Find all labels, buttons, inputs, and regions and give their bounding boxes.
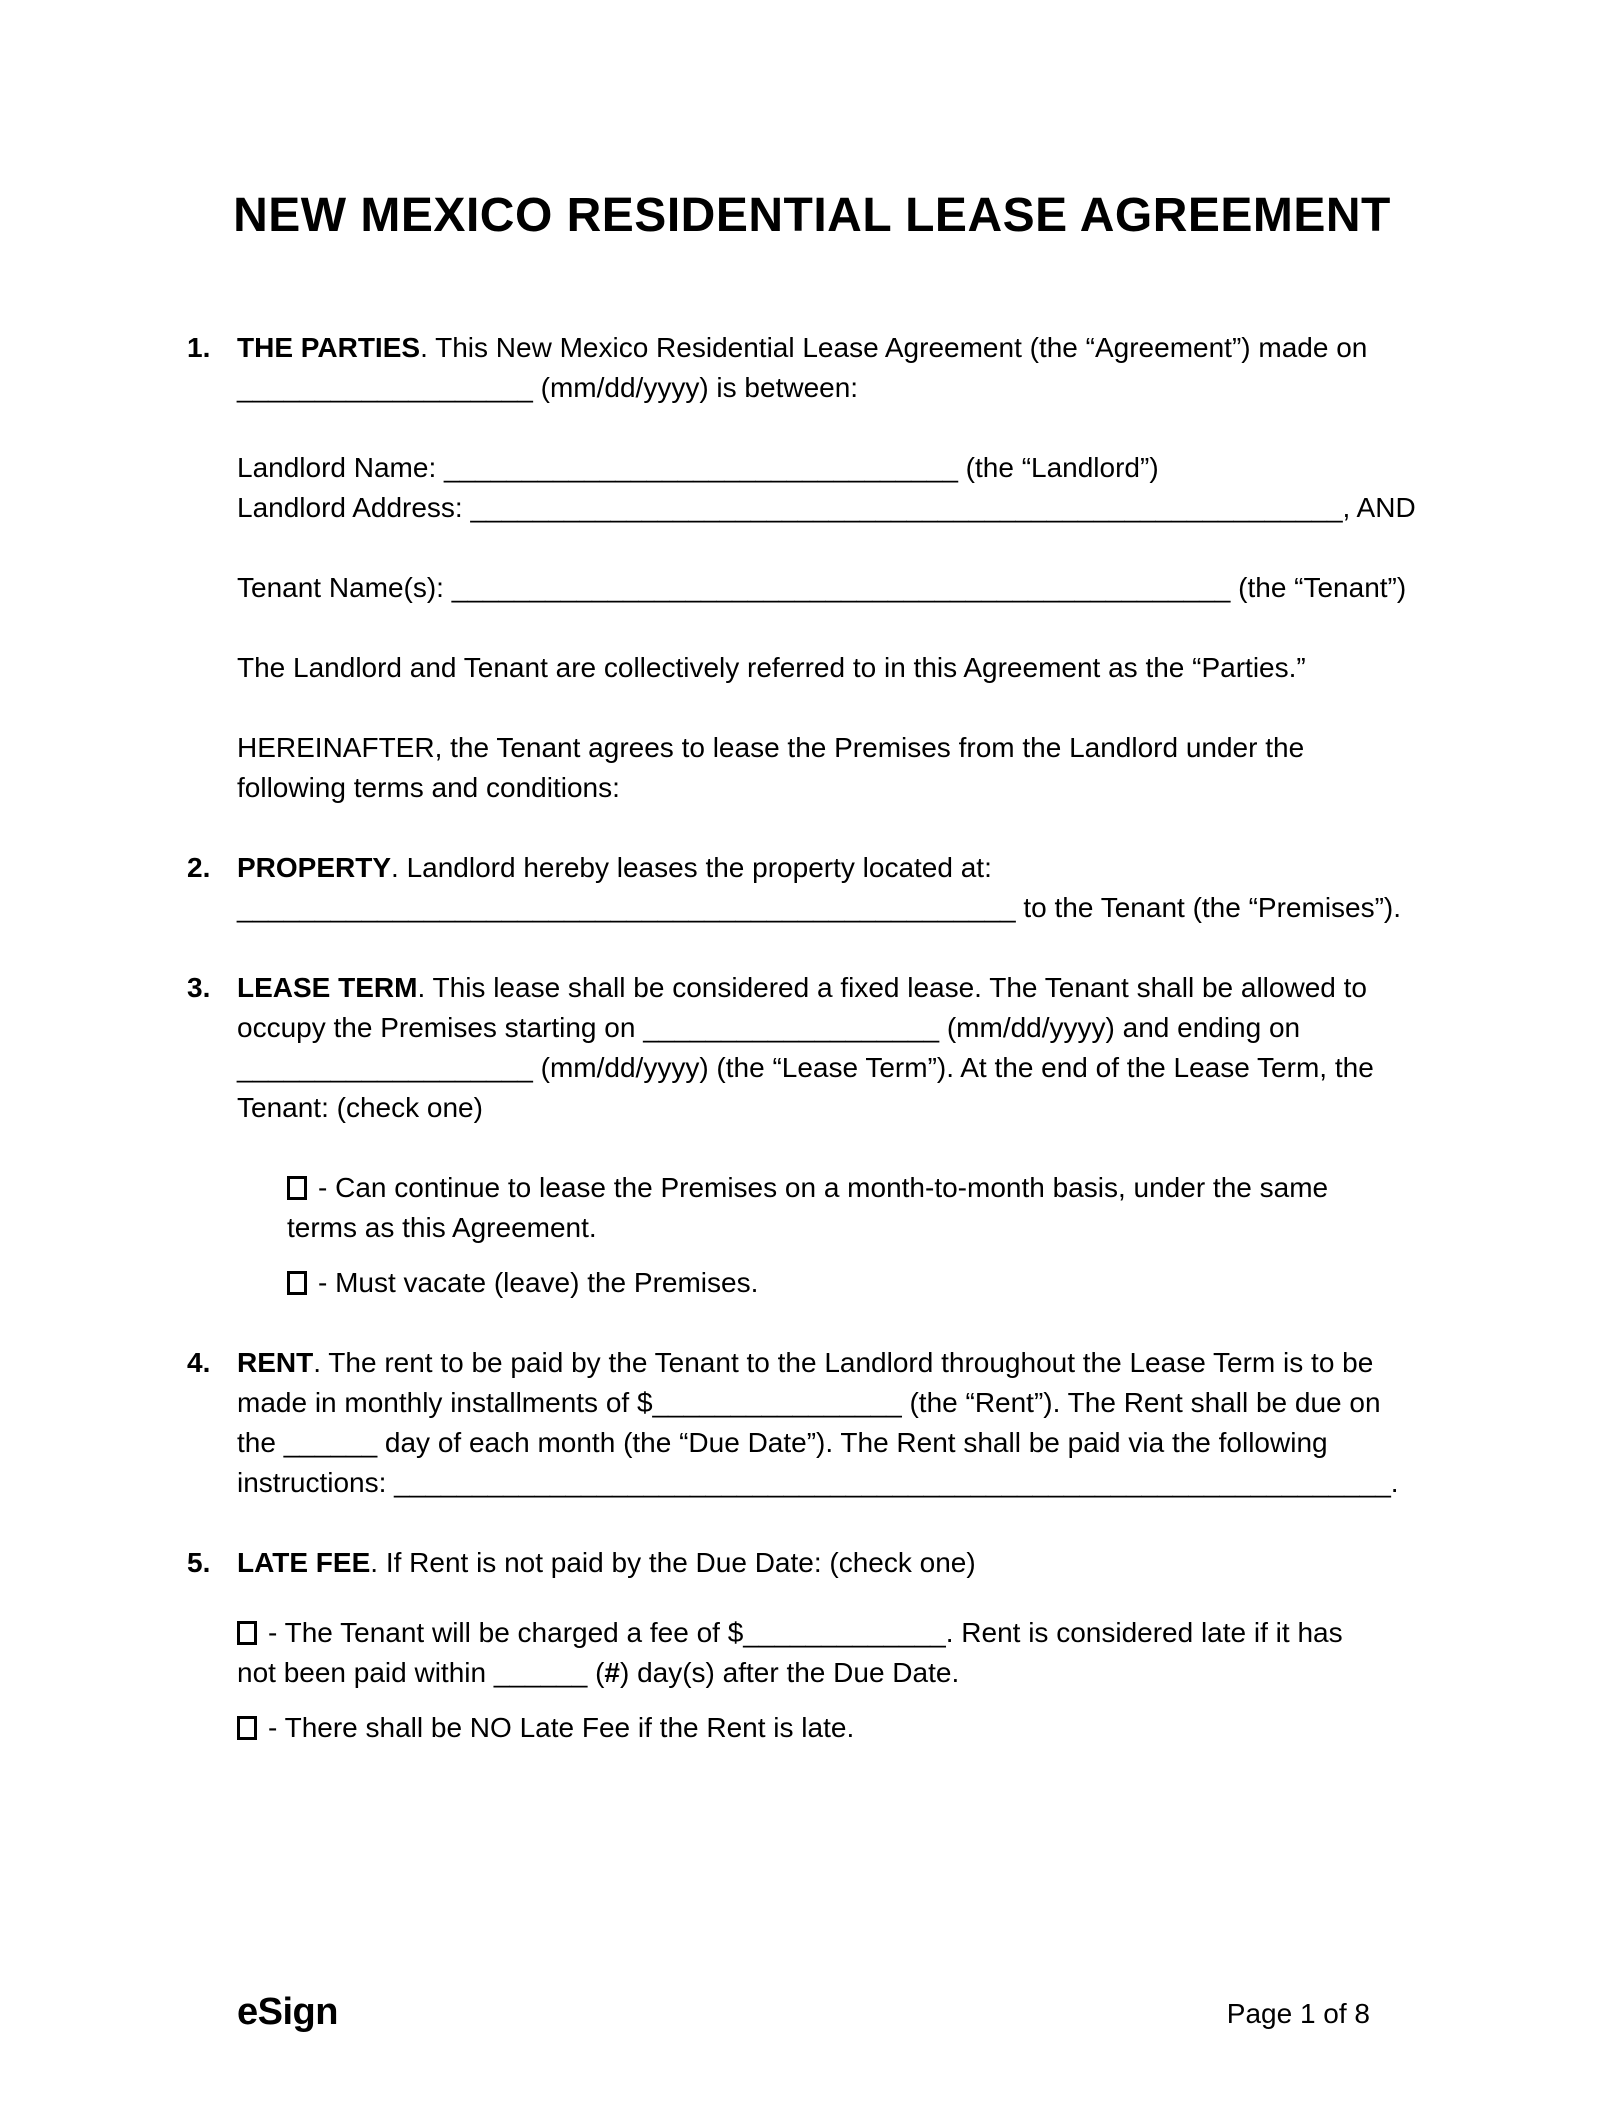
agreement-date-blank-line: ___________________ (mm/dd/yyyy) is between: [237,372,859,403]
section-heading: THE PARTIES [237,332,421,363]
section-late-fee [187,1543,1477,1748]
option-late-fee-charged-wrap: not been paid within ______ (#) day(s) after the Due Date. [237,1657,960,1688]
option-must-vacate: - Must vacate (leave) the Premises. [287,1263,1477,1303]
landlord-name-line: Landlord Name: _________________________________ (the “Landlord”) [237,452,1159,483]
hereinafter-line-2: following terms and conditions: [237,772,620,803]
parties-intro-line-1: THE PARTIES. This New Mexico Residential Lease Agreement (the “Agreement”) made on [237,332,1368,363]
property-address-blank-line: __________________________________________________ to the Tenant (the “Premises”). [237,892,1402,923]
lease-term-line-1: LEASE TERM. This lease shall be considered a fixed lease. The Tenant shall be allowed to [237,972,1367,1003]
tenant-name-line: Tenant Name(s): __________________________________________________ (the “Tenant”) [237,572,1407,603]
rent-instructions-blank-line: instructions: ________________________________________________________________. [237,1467,1399,1498]
section-heading: RENT [237,1347,314,1378]
section-heading: LATE FEE [237,1547,371,1578]
section-rent [187,1343,1477,1503]
section-heading: LEASE TERM [237,972,418,1003]
page-number: Page 1 of 8 [1226,1998,1370,2029]
document-body [187,328,1477,1748]
lease-term-line-4: Tenant: (check one) [237,1092,483,1123]
rent-line-3: the ______ day of each month (the “Due Date”). The Rent shall be paid via the following [237,1427,1328,1458]
esign-logo: eSign [237,1991,338,2033]
section-heading: PROPERTY [237,852,392,883]
rent-line-1: RENT. The rent to be paid by the Tenant to the Landlord throughout the Lease Term is to be [237,1347,1374,1378]
late-fee-line-1: LATE FEE. If Rent is not paid by the Due Date: (check one) [237,1547,976,1578]
section-number: 1. [187,332,211,363]
section-the-parties [187,328,1477,808]
option-no-late-fee: - There shall be NO Late Fee if the Rent is late. [237,1708,1477,1748]
rent-line-2: made in monthly installments of $________________ (the “Rent”). The Rent shall be due on [237,1387,1381,1418]
property-line-1: PROPERTY. Landlord hereby leases the property located at: [237,852,992,883]
section-number: 2. [187,852,211,883]
document-title: NEW MEXICO RESIDENTIAL LEASE AGREEMENT [233,189,1391,242]
section-number: 3. [187,972,211,1003]
section-number: 5. [187,1547,211,1578]
no-late-fee-checkbox[interactable] [237,1716,257,1740]
lease-term-line-2: occupy the Premises starting on ___________________ (mm/dd/yyyy) and ending on [237,1012,1301,1043]
section-number: 4. [187,1347,211,1378]
section-property [187,848,1477,928]
late-fee-charged-checkbox[interactable] [237,1621,257,1645]
section-lease-term [187,968,1477,1303]
option-month-to-month-wrap: terms as this Agreement. [287,1212,597,1243]
landlord-address-line: Landlord Address: ________________________________________________________, AND [237,492,1416,523]
number-sign: # [604,1657,620,1688]
option-late-fee-charged: - The Tenant will be charged a fee of $_____________. Rent is considered late if it has not been paid within ______ (#) day(s) after the Due Date. [237,1613,1477,1693]
option-month-to-month: - Can continue to lease the Premises on a month-to-month basis, under the same terms as this Agreement. [287,1168,1477,1248]
must-vacate-checkbox[interactable] [287,1271,307,1295]
lease-term-line-3: ___________________ (mm/dd/yyyy) (the “Lease Term”). At the end of the Lease Term, the [237,1052,1374,1083]
parties-definition-line: The Landlord and Tenant are collectively referred to in this Agreement as the “Parties.” [237,652,1306,683]
hereinafter-line-1: HEREINAFTER, the Tenant agrees to lease the Premises from the Landlord under the [237,732,1305,763]
month-to-month-checkbox[interactable] [287,1176,307,1200]
